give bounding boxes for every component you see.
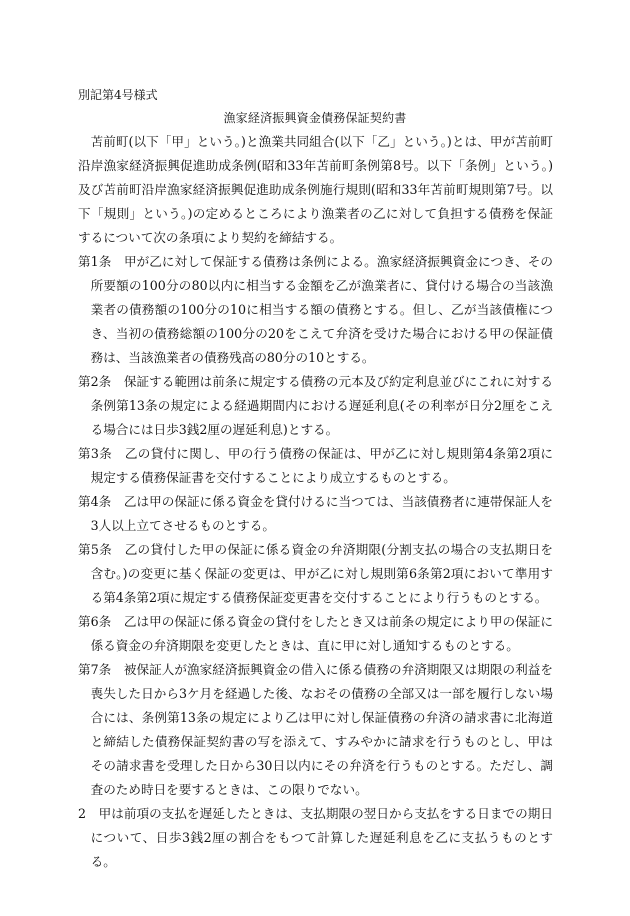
article-3: 第3条 乙の貸付に関し、甲の行う債務の保証は、甲が乙に対し規則第4条第2項に規定する債務保証書を交付することにより成立するものとする。 bbox=[78, 446, 553, 485]
article-7-paragraph-2: 2 甲は前項の支払を遅延したときは、支払期限の翌日から支払をする日までの期日について、日歩3銭2厘の割合をもつて計算した遅延利息を乙に支払うものとする。 bbox=[78, 806, 553, 869]
article-6: 第6条 乙は甲の保証に係る資金の貸付をしたとき又は前条の規定により甲の保証に係る資金の弁済期限を変更したときは、直に甲に対し通知するものとする。 bbox=[78, 614, 553, 653]
document-title: 漁家経済振興資金債務保証契約書 bbox=[223, 111, 407, 125]
preamble-paragraph: 苫前町(以下「甲」という。)と漁業共同組合(以下「乙」という。)とは、甲が苫前町沿岸漁家経済振興促進助成条例(昭和33年苫前町条例第8号。以下「条例」という。)及び苫前町沿岸漁家経済振興促進助成条例施行規則(昭和33年苫前町規則第7号。以下「規則」という。)の定めるところにより漁業者の乙に対して負担する債務を保証するについて次の条項により契約を締結する。 bbox=[78, 134, 553, 245]
article-4: 第4条 乙は甲の保証に係る資金を貸付けるに当つては、当該債務者に連帯保証人を3人以上立てさせるものとする。 bbox=[78, 494, 553, 533]
article-5: 第5条 乙の貸付した甲の保証に係る資金の弁済期限(分割支払の場合の支払期日を含む。)の変更に基く保証の変更は、甲が乙に対し規則第6条第2項において準用する第4条第2項に規定する債務保証変更書を交付することにより行うものとする。 bbox=[78, 542, 553, 605]
article-1: 第1条 甲が乙に対して保証する債務は条例による。漁家経済振興資金につき、その所要額の100分の80以内に相当する金額を乙が漁業者に、貸付ける場合の当該漁業者の債務額の100分の10に相当する額の債務とする。但し、乙が当該債権につき、当初の債務総額の100分の20をこえて弁済を受けた場合における甲の保証債務は、当該漁業者の債務残高の80分の10とする。 bbox=[78, 254, 553, 365]
article-2: 第2条 保証する範囲は前条に規定する債務の元本及び約定利息並びにこれに対する条例第13条の規定による経過期間内における遅延利息(その利率が日分2厘をこえる場合には日歩3銭2厘の遅延利息)とする。 bbox=[78, 374, 553, 437]
form-label: 別記第4号様式 bbox=[78, 88, 158, 102]
document-body bbox=[78, 130, 553, 874]
article-7: 第7条 被保証人が漁家経済振興資金の借入に係る債務の弁済期限又は期限の利益を喪失した日から3ケ月を経過した後、なおその債務の全部又は一部を履行しない場合には、条例第13条の規定により乙は甲に対し保証債務の弁済の請求書に北海道と締結した債務保証契約書の写を添えて、すみやかに請求を行うものとし、甲はその請求書を受理した日から30日以内にその弁済を行うものとする。ただし、調査のため時日を要するときは、この限りでない。 bbox=[78, 662, 553, 797]
